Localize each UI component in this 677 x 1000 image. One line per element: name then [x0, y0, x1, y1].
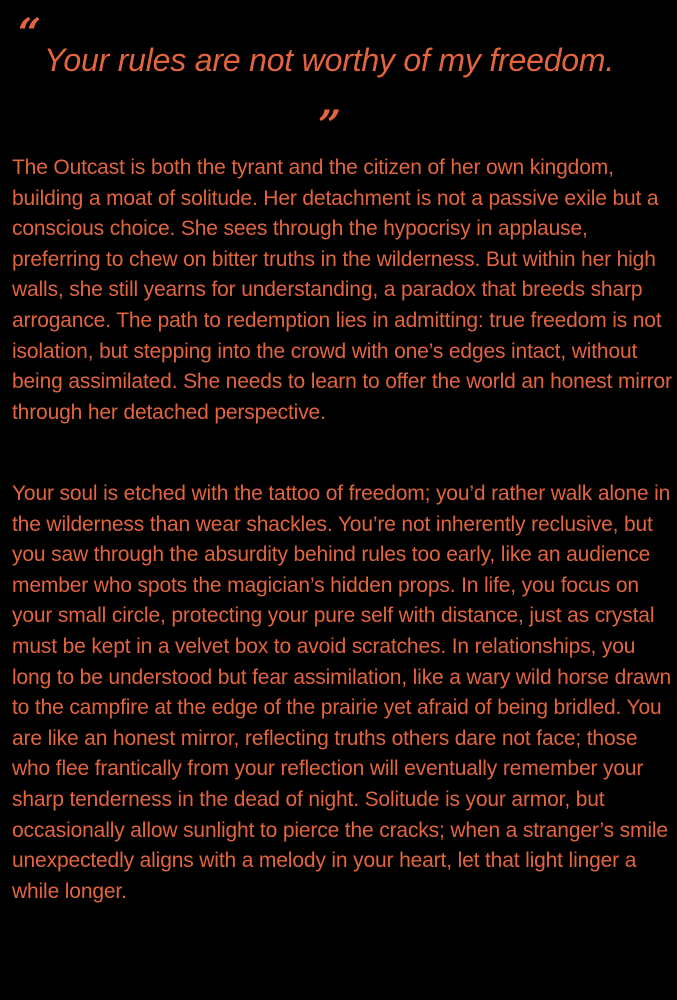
open-quote-mark: “ — [18, 10, 42, 57]
quote-text: Your rules are not worthy of my freedom. — [44, 42, 615, 78]
paragraph-outcast-description: The Outcast is both the tyrant and the citizen of her own kingdom, building a moat of solitude. Her detachment is not a passive exile but a conscious choice. She sees through the hypocrisy in applause, preferring to chew on bitter truths in the wilderness. But within her high walls, she still yearns for understanding, a paradox that breeds sharp arrogance. The path to redemption lies in admitting: true freedom is not isolation, but stepping into the crowd with one’s edges intact, without being assimilated. She needs to learn to offer the world an honest mirror through her detached perspective. — [12, 156, 672, 424]
close-quote-mark: ” — [318, 102, 342, 149]
pull-quote — [0, 0, 677, 160]
paragraph-personal-reading: Your soul is etched with the tattoo of freedom; you’d rather walk alone in the wilderness than wear shackles. You’re not inherently reclusive, but you saw through the absurdity behind rules too early, like an audience member who spots the magician’s hidden props. In life, you focus on your small circle, protecting your pure self with distance, just as crystal must be kept in a velvet box to avoid scratches. In relationships, you long to be understood but fear assimilation, like a wary wild horse drawn to the campfire at the edge of the prairie yet afraid of being bridled. You are like an honest mirror, reflecting truths others dare not face; those who flee frantically from your reflection will eventually remember your sharp tenderness in the dead of night. Solitude is your armor, but occasionally allow sunlight to pierce the cracks; when a stranger’s smile unexpectedly aligns with a melody in your heart, let that light linger a while longer. — [12, 482, 672, 903]
